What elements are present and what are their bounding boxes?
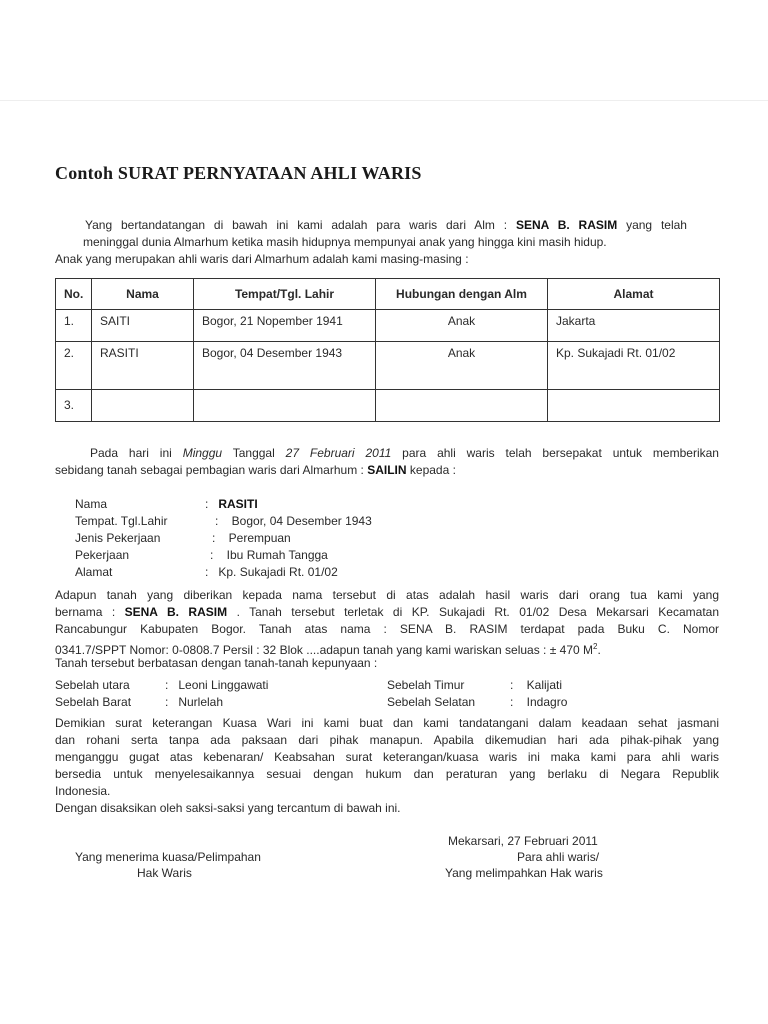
agreement-line-2: sebidang tanah sebagai pembagian waris dari Almarhum : SAILIN kepada : <box>55 463 456 477</box>
recipient-label-pekerjaan: Pekerjaan <box>75 548 130 562</box>
intro-line-2: meninggal dunia Almarhum ketika masih hidupnya mempunyai anak yang hingga kini masih hidup. <box>83 235 607 249</box>
table-header-row <box>56 279 720 310</box>
table-row <box>56 390 720 422</box>
recipient-value-alamat: : Kp. Sukajadi Rt. 01/02 <box>205 565 338 579</box>
signature-left-line-2: Hak Waris <box>137 866 192 880</box>
border-label-timur: Sebelah Timur <box>387 678 465 692</box>
row-hubungan <box>376 390 548 422</box>
intro-line-1: Yang bertandatangan di bawah ini kami adalah para waris dari Alm : SENA B. RASIM yang telah <box>85 218 687 232</box>
signature-right-line-1: Para ahli waris/ <box>517 850 600 864</box>
row-nama: SAITI <box>92 310 194 342</box>
signature-left-line-1: Yang menerima kuasa/Pelimpahan <box>75 850 261 864</box>
row-alamat: Jakarta <box>548 310 720 342</box>
border-label-utara: Sebelah utara <box>55 678 130 692</box>
closing-line-2: dan rohani serta tanpa ada paksaan dari pihak manapun. Apabila dikemudian hari ada pihak-pihak yang <box>55 733 719 747</box>
land-line-5: Tanah tersebut berbatasan dengan tanah-tanah kepunyaan : <box>55 656 378 670</box>
agreement-day: Minggu <box>182 446 223 460</box>
signature-place-date: Mekarsari, 27 Februari 2011 <box>448 834 598 848</box>
closing-line-6: Dengan disaksikan oleh saksi-saksi yang tercantum di bawah ini. <box>55 801 401 815</box>
border-value-barat: : Nurlelah <box>165 695 224 709</box>
closing-line-5: Indonesia. <box>55 784 111 798</box>
table-row <box>56 342 720 390</box>
row-ttl <box>194 390 376 422</box>
land-line-4: 0341.7/SPPT Nomor: 0-0808.7 Persil : 32 Blok ....adapun tanah yang kami wariskan seluas : ± 470 $M^2$. <box>55 642 601 657</box>
recipient-value-jenis: : Perempuan <box>212 531 291 545</box>
recipient-value-nama: : RASITI <box>205 497 258 511</box>
signature-right-line-2: Yang melimpahkan Hak waris <box>445 866 603 880</box>
row-no: 2. <box>56 342 92 390</box>
row-hubungan: Anak <box>376 310 548 342</box>
intro-line-3: Anak yang merupakan ahli waris dari Almarhum adalah kami masing-masing : <box>55 252 469 266</box>
closing-line-4: bersedia untuk menyelesaikannya sesuai dengan hukum dan peraturan yang berlaku di Negara Republik <box>55 767 719 781</box>
land-owner-name: SENA B. RASIM <box>124 605 228 619</box>
row-ttl: Bogor, 21 Nopember 1941 <box>194 310 376 342</box>
agreement-line-1: Pada hari ini Minggu Tanggal 27 Februari 2011 para ahli waris telah bersepakat untuk memberikan <box>90 446 719 460</box>
heirs-table <box>55 278 720 422</box>
decedent-name: SAILIN <box>367 463 407 477</box>
recipient-label-ttl: Tempat. Tgl.Lahir <box>75 514 168 528</box>
land-line-3: Rancabungur Kabupaten Bogor. Tanah atas nama : SENA B. RASIM terdapat pada Buku C. Nomor <box>55 622 719 636</box>
row-nama <box>92 390 194 422</box>
land-line-1: Adapun tanah yang diberikan kepada nama tersebut di atas adalah hasil waris dari orang tua kami yang <box>55 588 719 602</box>
recipient-label-jenis: Jenis Pekerjaan <box>75 531 161 545</box>
agreement-date: 27 Februari 2011 <box>285 446 392 460</box>
border-value-utara: : Leoni Linggawati <box>165 678 269 692</box>
row-no: 1. <box>56 310 92 342</box>
border-label-barat: Sebelah Barat <box>55 695 132 709</box>
row-no: 3. <box>56 390 92 422</box>
deceased-name: SENA B. RASIM <box>515 218 618 232</box>
header-nama: Nama <box>92 279 194 310</box>
closing-line-3: menganggu gugat atas kebenaran/ Keabsahan surat keterangan/kuasa waris ini maka kami para ahli waris <box>55 750 719 764</box>
header-ttl: Tempat/Tgl. Lahir <box>194 279 376 310</box>
border-value-timur: : Kalijati <box>510 678 563 692</box>
header-hubungan: Hubungan dengan Alm <box>376 279 548 310</box>
border-value-selatan: : Indagro <box>510 695 568 709</box>
recipient-label-alamat: Alamat <box>75 565 113 579</box>
row-nama: RASITI <box>92 342 194 390</box>
header-alamat: Alamat <box>548 279 720 310</box>
header-no: No. <box>56 279 92 310</box>
table-row <box>56 310 720 342</box>
row-alamat <box>548 390 720 422</box>
recipient-label-nama: Nama <box>75 497 108 511</box>
row-hubungan: Anak <box>376 342 548 390</box>
land-line-2: bernama : SENA B. RASIM . Tanah tersebut terletak di KP. Sukajadi Rt. 01/02 Desa Mekarsari Kecamatan <box>55 605 720 619</box>
recipient-value-pekerjaan: : Ibu Rumah Tangga <box>210 548 328 562</box>
closing-line-1: Demikian surat keterangan Kuasa Wari ini kami buat dan kami tandatangani dalam keadaan sehat jasmani <box>55 716 719 730</box>
document-title: Contoh SURAT PERNYATAAN AHLI WARIS <box>55 163 422 183</box>
row-alamat: Kp. Sukajadi Rt. 01/02 <box>548 342 720 390</box>
recipient-value-ttl: : Bogor, 04 Desember 1943 <box>215 514 372 528</box>
row-ttl: Bogor, 04 Desember 1943 <box>194 342 376 390</box>
border-label-selatan: Sebelah Selatan <box>387 695 476 709</box>
page-top-divider <box>0 100 768 101</box>
